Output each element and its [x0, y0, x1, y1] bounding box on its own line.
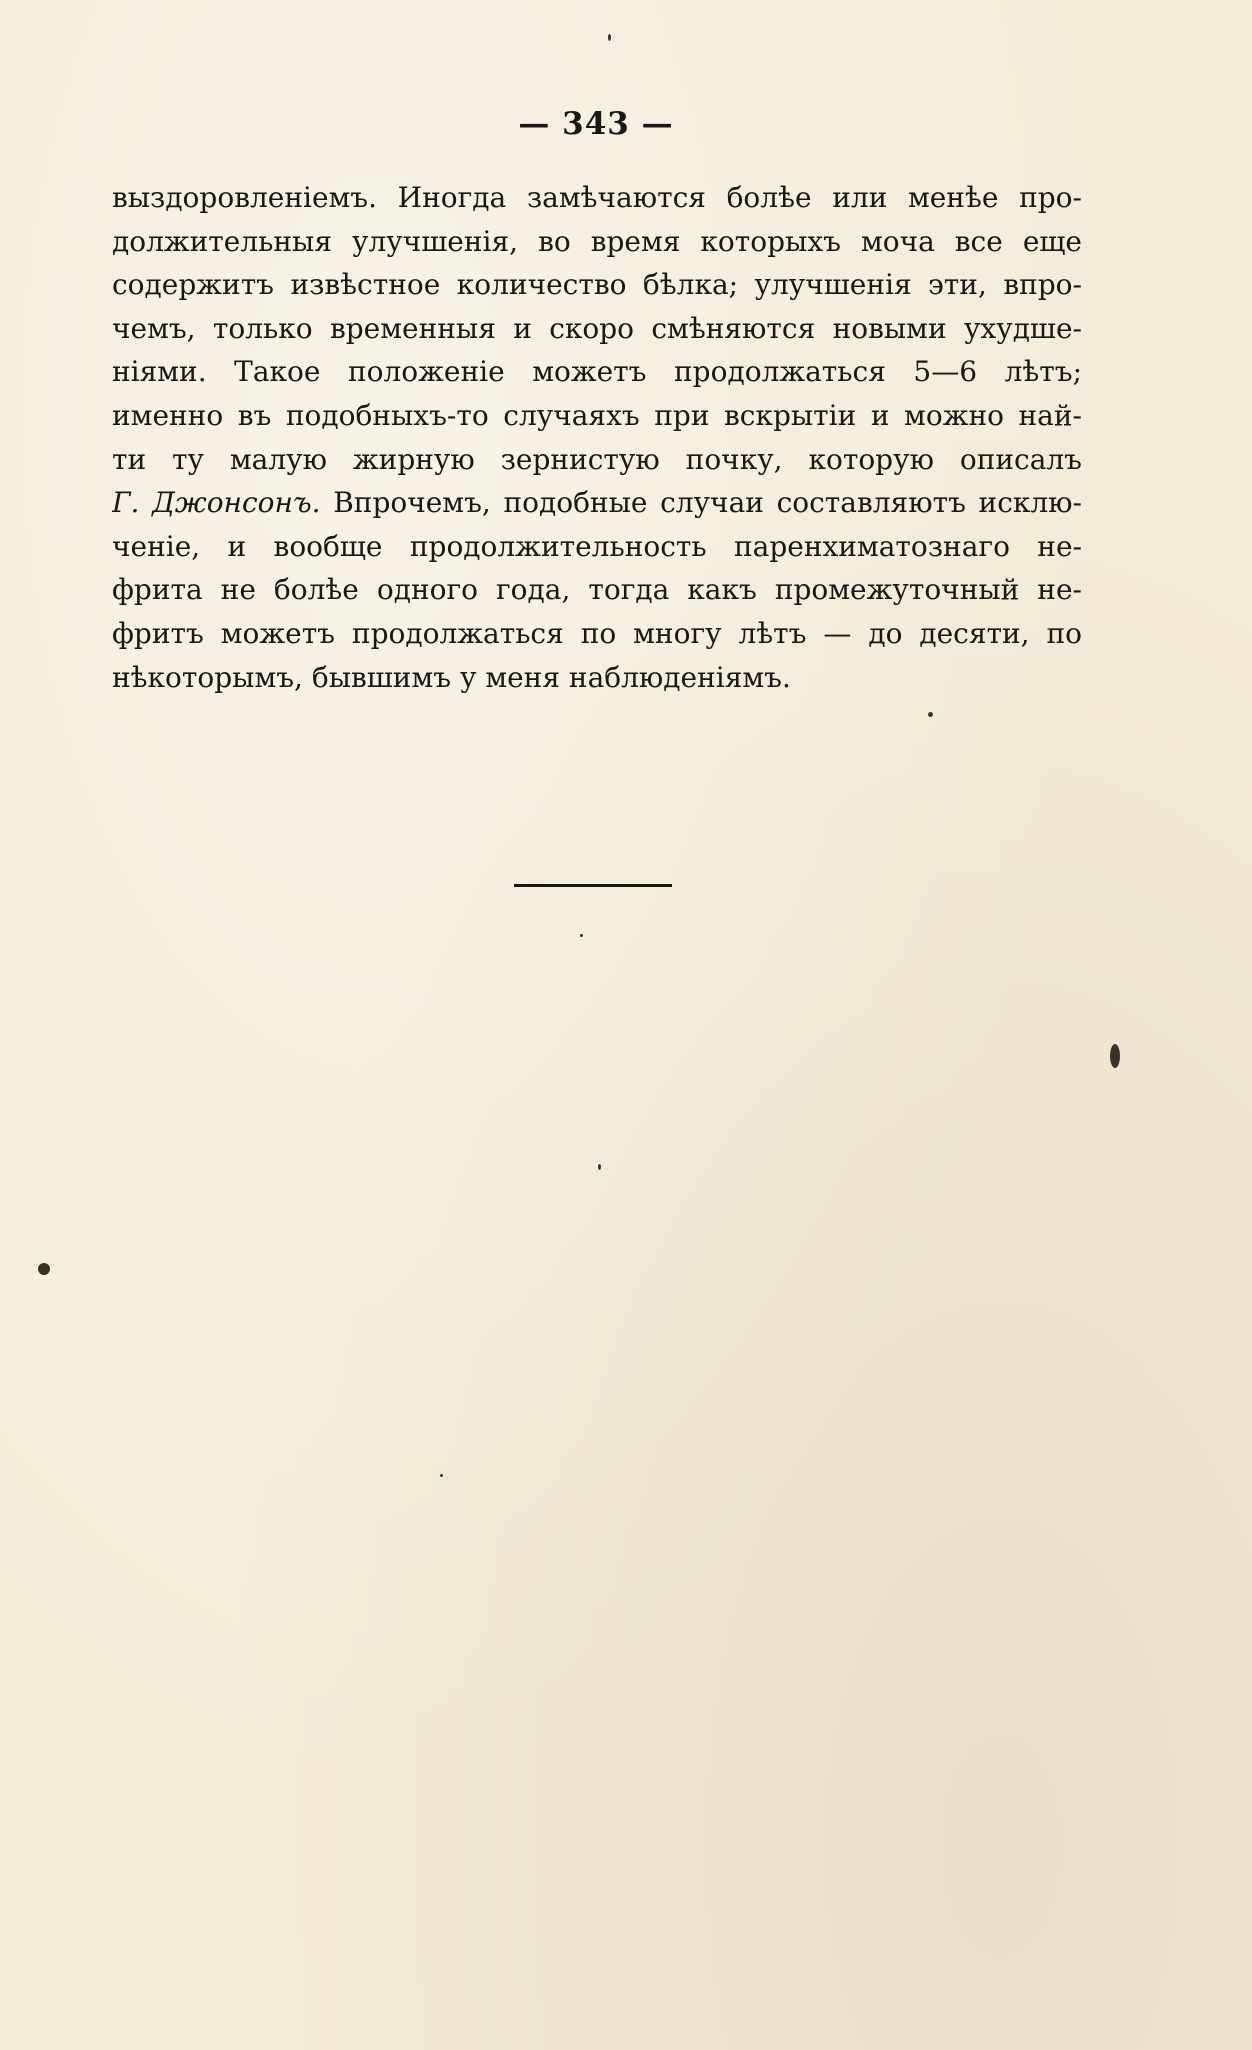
text-line-with-name — [112, 481, 1082, 525]
ink-speck — [1110, 1044, 1120, 1068]
ink-speck — [598, 1164, 601, 1170]
body-text — [112, 176, 1082, 699]
text-line: ченіе, и вообще продолжительность паренхиматознаго не- — [112, 529, 1082, 563]
ink-speck — [580, 934, 583, 937]
ink-speck — [608, 34, 611, 41]
text-line: чемъ, только временныя и скоро смѣняются новыми ухудше- — [112, 311, 1082, 345]
text-line: именно въ подобныхъ-то случаяхъ при вскрытіи и можно най- — [112, 398, 1082, 432]
ink-speck — [38, 1263, 50, 1275]
ink-speck — [928, 712, 933, 717]
text-line: фритъ можетъ продолжаться по многу лѣтъ — до десяти, по — [112, 616, 1082, 650]
text-line: нѣкоторымъ, бывшимъ у меня наблюденіямъ. — [112, 660, 791, 694]
text-line: выздоровленіемъ. Иногда замѣчаются болѣе или менѣе про- — [112, 181, 1082, 214]
text-line: ти ту малую жирную зернистую почку, которую описалъ — [112, 442, 1082, 476]
text-line: содержитъ извѣстное количество бѣлка; улучшенія эти, впро- — [112, 268, 1082, 302]
section-separator-rule — [514, 884, 672, 887]
author-name: Г. Джонсонъ. — [112, 486, 321, 520]
text-line: фрита не болѣе одного года, тогда какъ промежуточный не- — [112, 573, 1082, 607]
page-number: — 343 — — [518, 106, 674, 142]
text-line-rest: Впрочемъ, подобные случаи составляютъ исклю- — [320, 486, 1082, 520]
ink-speck — [440, 1474, 443, 1477]
text-line: должительныя улучшенія, во время которыхъ моча все еще — [112, 224, 1082, 258]
text-line: ніями. Такое положеніе можетъ продолжаться 5—6 лѣтъ; — [112, 355, 1082, 389]
